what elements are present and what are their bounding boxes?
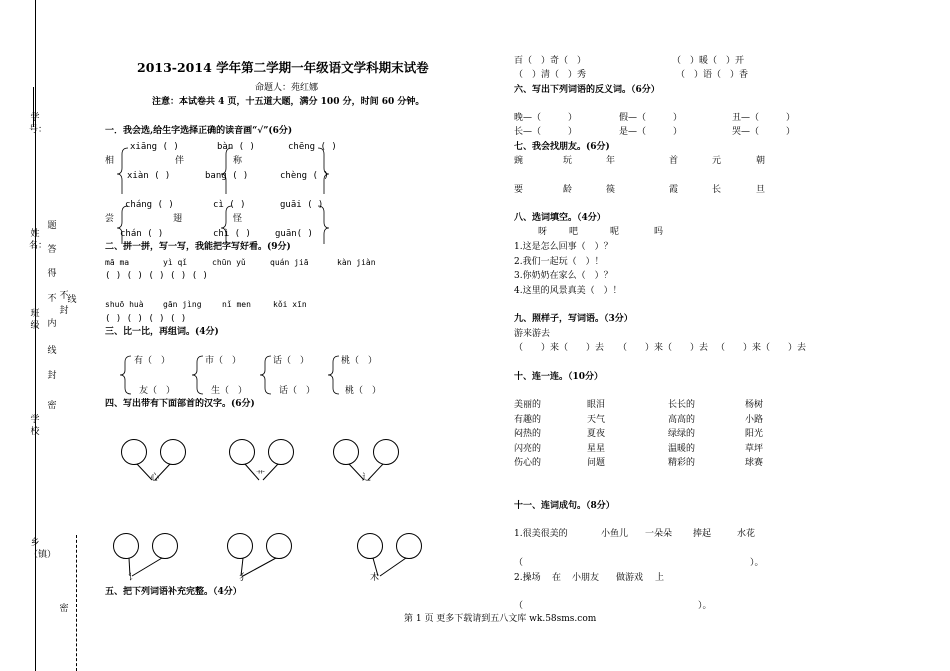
q6-item[interactable]: 假—（ ） bbox=[619, 113, 683, 123]
q5-item[interactable]: （ ）清（ ）秀 bbox=[514, 70, 587, 80]
q7-title: 七、我会找朋友。(6分) bbox=[514, 142, 610, 152]
q1-option[interactable]: cháng ( ) bbox=[125, 200, 174, 210]
q10-word[interactable]: 眼泪 bbox=[587, 400, 606, 410]
q8-item[interactable]: 3.你奶奶在家么（ ）？ bbox=[514, 271, 613, 281]
q1-option[interactable]: chēng ( ) bbox=[288, 142, 337, 152]
q11-title: 十一、连词成句。（8分） bbox=[514, 501, 615, 511]
q1-char: 尝 bbox=[105, 214, 115, 224]
q6-item[interactable]: 是—（ ） bbox=[619, 127, 683, 137]
q6-item[interactable]: 丑—（ ） bbox=[732, 113, 796, 123]
q6-item[interactable]: 哭—（ ） bbox=[732, 127, 796, 137]
q10-word[interactable]: 杨树 bbox=[745, 400, 764, 410]
page-footer: 第 1 页 更多下载请到五八文库 wk.58sms.com bbox=[404, 614, 597, 624]
q1-char: 相 bbox=[105, 156, 115, 166]
town-label: 乡（镇） bbox=[29, 538, 57, 560]
q6-item[interactable]: 长—（ ） bbox=[514, 127, 578, 137]
q2-blanks[interactable]: ( ) ( ) ( ) ( ) bbox=[105, 314, 187, 324]
seal-char: 密 bbox=[59, 604, 69, 614]
q10-word[interactable]: 有趣的 bbox=[514, 415, 542, 425]
q10-word[interactable]: 草坪 bbox=[745, 444, 764, 454]
q8-option: 呢 bbox=[610, 227, 620, 237]
name-label: 姓名： bbox=[29, 229, 48, 251]
q11-answer-open[interactable]: （ bbox=[514, 558, 524, 568]
q3-word[interactable]: 友（ ） bbox=[139, 386, 176, 396]
q7-char[interactable]: 要 bbox=[514, 185, 524, 195]
q10-word[interactable]: 夏夜 bbox=[587, 429, 606, 439]
q9-example: 游来游去 bbox=[514, 329, 551, 339]
q7-char[interactable]: 朝 bbox=[756, 156, 766, 166]
q11-word: 小鱼儿 bbox=[601, 529, 629, 539]
q1-option[interactable]: chì ( ) bbox=[213, 229, 251, 239]
q10-word[interactable]: 美丽的 bbox=[514, 400, 542, 410]
q10-word[interactable]: 长长的 bbox=[668, 400, 696, 410]
seal-char: 线 bbox=[47, 346, 57, 356]
q9-title: 九、照样子，写词语。（3分） bbox=[514, 314, 633, 324]
q1-option[interactable]: guāi ( ) bbox=[280, 200, 324, 210]
q10-word[interactable]: 温暖的 bbox=[668, 444, 696, 454]
q10-word[interactable]: 星星 bbox=[587, 444, 606, 454]
q9-blank[interactable]: （ ）来（ ）去 bbox=[716, 343, 807, 353]
q3-word[interactable]: 桃（ ） bbox=[345, 386, 382, 396]
q2-pinyin: gān jìng bbox=[163, 300, 202, 309]
q8-option: 吗 bbox=[654, 227, 664, 237]
q5-item[interactable]: （ ）语（ ）香 bbox=[676, 70, 749, 80]
q2-pinyin: chūn yǔ bbox=[212, 258, 246, 267]
q10-word[interactable]: 问题 bbox=[587, 458, 606, 468]
q7-char[interactable]: 旦 bbox=[756, 185, 766, 195]
seal-char: 封 bbox=[47, 371, 57, 381]
q11-word: 上 bbox=[655, 573, 665, 583]
q10-title: 十、连一连。（10分） bbox=[514, 372, 604, 382]
q9-blank[interactable]: （ ）来（ ）去 bbox=[618, 343, 709, 353]
q1-option[interactable]: xiāng ( ) bbox=[130, 142, 179, 152]
q7-char[interactable]: 首 bbox=[669, 156, 679, 166]
q1-option[interactable]: chán ( ) bbox=[120, 229, 164, 239]
q10-word[interactable]: 阳光 bbox=[745, 429, 764, 439]
q8-title: 八、选词填空。（4分） bbox=[514, 213, 606, 223]
q6-title: 六、写出下列词语的反义词。（6分） bbox=[514, 85, 660, 95]
seal-char: 不 bbox=[59, 291, 69, 301]
q7-char[interactable]: 龄 bbox=[563, 185, 573, 195]
q10-word[interactable]: 球赛 bbox=[745, 458, 764, 468]
q1-char: 翅 bbox=[173, 214, 183, 224]
q3-word[interactable]: 生（ ） bbox=[211, 386, 248, 396]
q2-title: 二、拼一拼，写一写，我能把字写好看。(9分) bbox=[105, 242, 291, 252]
exam-notice: 注意：本试卷共 4 页，十五道大题，满分 100 分，时间 60 分钟。 bbox=[152, 97, 425, 107]
q3-word[interactable]: 话（ ） bbox=[279, 386, 316, 396]
q1-char: 怪 bbox=[233, 214, 243, 224]
q2-pinyin: nǐ men bbox=[222, 300, 251, 309]
q11-answer-close: ）。 bbox=[698, 601, 712, 611]
q3-title: 三、比一比，再组词。(4分) bbox=[105, 327, 219, 337]
q10-word[interactable]: 绿绿的 bbox=[668, 429, 696, 439]
seal-char: 不 bbox=[47, 294, 57, 304]
q10-word[interactable]: 闪亮的 bbox=[514, 444, 542, 454]
q11-word: 一朵朵 bbox=[645, 529, 673, 539]
q2-pinyin: kàn jiàn bbox=[337, 258, 376, 267]
q11-word: 在 bbox=[552, 573, 562, 583]
q4-radical: 辶 bbox=[362, 473, 372, 483]
q7-char[interactable]: 霞 bbox=[669, 185, 679, 195]
q2-pinyin: mā ma bbox=[105, 258, 130, 267]
q4-radical: 艹 bbox=[256, 471, 266, 481]
q5-item[interactable]: 百（ ）奇（ ） bbox=[514, 56, 587, 66]
q7-char[interactable]: 元 bbox=[712, 156, 722, 166]
q1-option[interactable]: cì ( ) bbox=[213, 200, 246, 210]
q7-char[interactable]: 年 bbox=[606, 156, 616, 166]
q8-item[interactable]: 2.我们一起玩（ ）！ bbox=[514, 257, 604, 267]
q5-item[interactable]: （ ）暖（ ）开 bbox=[672, 56, 745, 66]
q3-word[interactable]: 话（ ） bbox=[273, 356, 310, 366]
q10-word[interactable]: 小路 bbox=[745, 415, 764, 425]
q8-item[interactable]: 1.这是怎么回事（ ）？ bbox=[514, 242, 613, 252]
q9-blank[interactable]: （ ）来（ ）去 bbox=[514, 343, 605, 353]
q3-word[interactable]: 市（ ） bbox=[205, 356, 242, 366]
q4-radical: 犭 bbox=[239, 573, 249, 583]
seal-char: 答 bbox=[47, 245, 57, 255]
q4-radical: 心 bbox=[150, 473, 160, 483]
q10-word[interactable]: 天气 bbox=[587, 415, 606, 425]
q10-word[interactable]: 精彩的 bbox=[668, 458, 696, 468]
q6-item[interactable]: 晚—（ ） bbox=[514, 113, 578, 123]
q11-answer-open[interactable]: （ bbox=[514, 601, 524, 611]
seal-char: 题 bbox=[47, 221, 57, 231]
q7-char[interactable]: 玩 bbox=[563, 156, 573, 166]
q1-title: 一．我会选,给生字选择正确的读音画“√”(6分) bbox=[105, 126, 293, 136]
q3-word[interactable]: 有（ ） bbox=[134, 356, 171, 366]
q4-radical: 木 bbox=[370, 573, 380, 583]
q11-word: 小朋友 bbox=[572, 573, 600, 583]
q2-pinyin: quán jiā bbox=[270, 258, 309, 267]
student-id-label: 学号： bbox=[29, 113, 48, 135]
seal-char: 密 bbox=[47, 401, 57, 411]
seal-char: 封 bbox=[59, 306, 69, 316]
q1-option[interactable]: bàn ( ) bbox=[217, 142, 255, 152]
q2-pinyin: yì qǐ bbox=[163, 258, 188, 267]
seal-char: 得 bbox=[47, 269, 57, 279]
q11-word: 1.很美很美的 bbox=[514, 529, 568, 539]
q11-answer-close: ）。 bbox=[750, 558, 764, 568]
q2-pinyin: shuō huà bbox=[105, 300, 144, 309]
q8-option: 呀 bbox=[538, 227, 548, 237]
q2-pinyin: kǒi xīn bbox=[273, 300, 307, 309]
seal-char: 内 bbox=[47, 319, 57, 329]
q4-radical: 讠 bbox=[128, 573, 138, 583]
q11-word: 2.操场 bbox=[514, 573, 541, 583]
q10-word[interactable]: 闷热的 bbox=[514, 429, 542, 439]
q11-word: 捧起 bbox=[693, 529, 712, 539]
class-label: 班级 bbox=[30, 309, 40, 331]
q4-title: 四、写出带有下面部首的汉字。(6分) bbox=[105, 399, 255, 409]
q1-char: 伴 bbox=[175, 156, 185, 166]
exam-author: 命题人：苑红娜 bbox=[255, 83, 319, 93]
q1-option[interactable]: guān( ) bbox=[275, 229, 313, 239]
q7-char[interactable]: 豌 bbox=[514, 156, 524, 166]
q1-option[interactable]: bang ( ) bbox=[205, 171, 249, 181]
q7-char[interactable]: 篌 bbox=[606, 185, 616, 195]
school-label: 学校 bbox=[30, 415, 40, 437]
q11-word: 水花 bbox=[737, 529, 756, 539]
q11-word: 做游戏 bbox=[616, 573, 644, 583]
q1-option[interactable]: xiàn ( ) bbox=[127, 171, 171, 181]
q5-title: 五、把下列词语补充完整。（4分） bbox=[105, 587, 242, 597]
q1-char: 称 bbox=[233, 156, 243, 166]
q2-blanks[interactable]: ( ) ( ) ( ) ( ) ( ) bbox=[105, 271, 208, 281]
q8-option: 吧 bbox=[569, 227, 579, 237]
q8-item[interactable]: 4.这里的风景真美（ ）！ bbox=[514, 286, 622, 296]
q1-option[interactable]: chèng ( ) bbox=[280, 171, 329, 181]
q3-word[interactable]: 桃（ ） bbox=[341, 356, 378, 366]
seal-char: 线 bbox=[67, 295, 77, 305]
q7-char[interactable]: 长 bbox=[712, 185, 722, 195]
exam-title: 2013-2014 学年第二学期一年级语文学科期末试卷 bbox=[137, 60, 429, 75]
q10-word[interactable]: 伤心的 bbox=[514, 458, 542, 468]
q10-word[interactable]: 高高的 bbox=[668, 415, 696, 425]
